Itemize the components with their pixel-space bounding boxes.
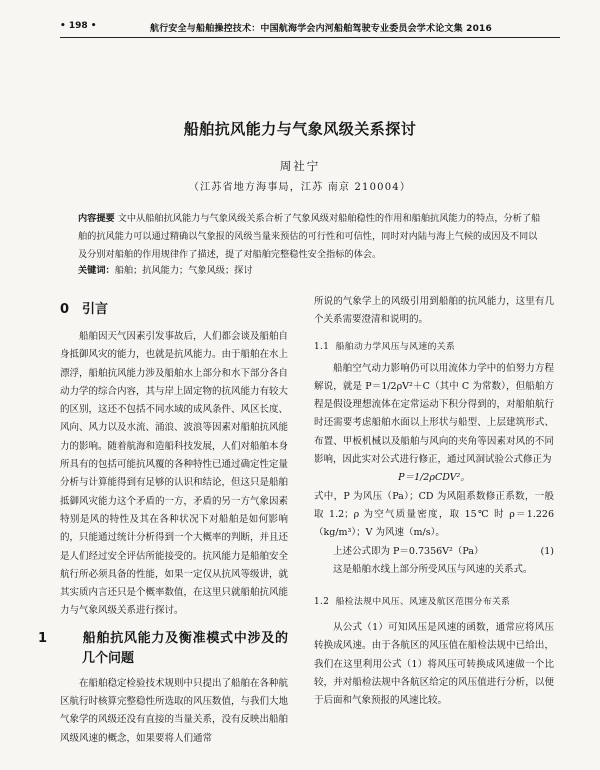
header-rule — [60, 37, 560, 38]
subsection-1-1-paragraph: 船舶空气动力影响仍可以用流体力学中的伯努力方程解说，就是 P＝1/2ρV²＋C（其中 C 为常数），但船舶方程是假设理想流体在定常运动下积分得到的，对船舶航行时还需要考虑船舶水面以上形状与船型、上层建筑形式、布置、甲板机械以及船舶与风向的夹角等因素对风的不同影响，因此实对公式进行修正，通过风洞试验公式修正为 — [314, 362, 554, 466]
left-column — [38, 300, 289, 748]
section-1-heading — [38, 629, 288, 669]
keywords — [78, 263, 544, 279]
running-title: 航行安全与船舶操控技术：中国航海学会内河船舶驾驶专业委员会学术论文集 2016 — [150, 24, 492, 34]
subsection-title: 船舶动力学风压与风速的关系 — [335, 341, 456, 352]
section-number: 1 — [38, 630, 48, 646]
subsection-1-2-paragraph: 从公式（1）可知风压是风速的函数，通常应将风压转换成风速。由于各航区的风压值在船检法规中已给出，我们在这里利用公式（1）将风压可转换成风速做一个比较，并对船检法规中各航区给定的风压值进行分析，以便于后面和气象预报的风速比较。 — [314, 622, 554, 707]
equation-1 — [314, 543, 554, 561]
page-header — [60, 21, 560, 37]
section-0-heading — [60, 300, 288, 320]
intro-paragraph: 船舶因天气因素引发事故后，人们都会谈及船舶自身抵御风灾的能力，也就是抗风能力。由于船舶在水上漂浮，船舶抗风能力涉及船舶水上部分和水下部分各自动力学的综合内容，其与岸上固定物的抗风能力有较大的区别，这还不包括不同水域的成风条件、风区长度、风向、风力以及水流、涌浪、波浪等因素对船舶抗风能力的影响。随着航海和造船科技发展，人们对船舶本身所具有的包括可能抗风覆的各种特性已通过确定性定量分析与计算能得到有足够的认识和结论，但这只是船舶抵御风灾能力这个矛盾的一方，矛盾的另一方气象因素特别是风的特性及其在各种状况下对船舶是如何影响的，只能通过统计分析得到一个大概率的判断，并且还是人们经过安全评估所能接受的。抗风能力是船舶安全航行所必须具备的性能，如果一定仅从抗风等级讲，就其实质内言还只是个概率数值，在这里只就船舶抗风能力与气象风级关系进行探讨。 — [60, 331, 289, 617]
right-column — [314, 293, 554, 711]
equation-text: 上述公式即为 P＝0.7356V²（Pa） — [333, 545, 484, 557]
formula-main: P＝1/2ρCDV²。 — [398, 472, 470, 484]
abstract — [78, 210, 544, 264]
subsection-1-2-heading — [314, 593, 554, 611]
author: 周社宁 — [279, 159, 321, 173]
keywords-text: 船舶；抗风能力；气象风级；探讨 — [114, 265, 253, 276]
subsection-1-1-heading — [314, 338, 554, 356]
keywords-label: 关键词： — [78, 265, 115, 276]
section-1-paragraph: 在船舶稳定检验技术规则中只提出了船舶在各种航区航行时核算完整稳性所选取的风压数值，与我们大地气象学的风级还没有直接的当量关系，没有反映出船舶风级风速的概念，如果要将人们通常 — [60, 677, 289, 744]
continuation-paragraph: 所说的气象学上的风级引用到船舶的抗风能力，这里有几个关系需要澄清和说明的。 — [314, 296, 554, 326]
abstract-text: 文中从船舶抗风能力与气象风级关系合析了气象风级对船舶稳性的作用和船舶抗风能力的特点，分析了船舶的抗风能力可以通过精确以气象报的风级当量来预估的可行性和可信性，同时对内陆与海上气候的成因及不同以及分别对船舶的作用规律作了描述，提了对船舶完整稳性安全指标的体会。 — [78, 213, 541, 260]
subsection-number: 1.1 — [314, 341, 330, 352]
equation-number: (1) — [540, 545, 554, 557]
formula-description: 式中，P 为风压（Pa）；CD 为风阻系数修正系数，一般取 1.2；ρ 为空气质量密度，取 15℃ 时 ρ＝1.226（kg/m³）；V 为风速（m/s）。 — [314, 490, 554, 539]
subsection-title: 船检法规中风压、风速及航区范围分布关系 — [335, 597, 511, 608]
paper-title: 船舶抗风能力与气象风级关系探讨 — [183, 120, 417, 138]
section-title: 船舶抗风能力及衡准模式中涉及的几个问题 — [82, 630, 288, 666]
affiliation: （江苏省地方海事局，江苏 南京 210004） — [188, 182, 412, 193]
page-number: • 198 • — [60, 21, 97, 31]
subsection-number: 1.2 — [314, 597, 330, 608]
section-number: 0 — [60, 302, 70, 317]
equation-1-explanation: 这是船舶水线上部分所受风压与风速的关系式。 — [333, 563, 533, 575]
abstract-label: 内容提要 — [78, 213, 115, 224]
section-title: 引言 — [82, 302, 109, 317]
